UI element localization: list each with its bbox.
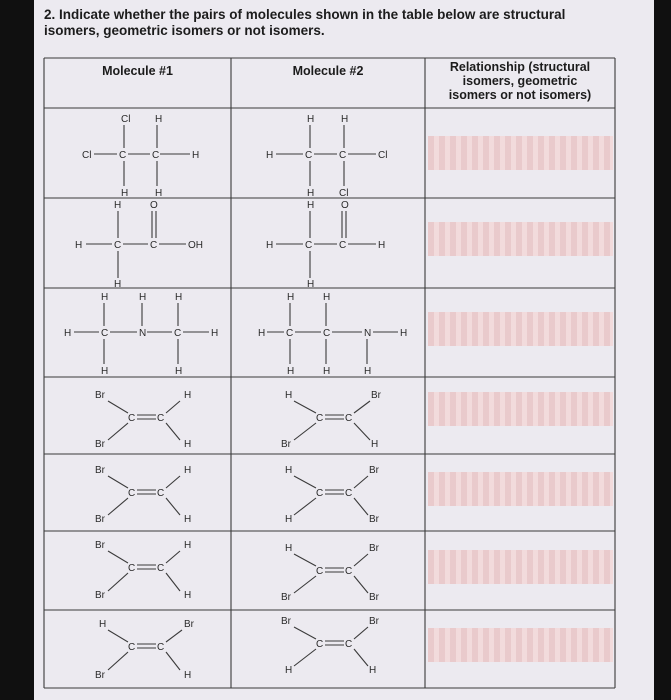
atom-label: H	[192, 150, 200, 161]
atom-label: O	[150, 200, 158, 211]
atom-label: C	[339, 150, 347, 161]
row4-molecule-1	[95, 390, 191, 450]
atom-label: H	[266, 240, 274, 251]
atom-label: H	[307, 188, 315, 199]
atom-label: H	[184, 465, 192, 476]
atom-label: Br	[369, 514, 379, 525]
atom-label: H	[184, 590, 192, 601]
atom-label: Cl	[339, 188, 349, 199]
atom-label: Br	[95, 439, 105, 450]
row5-molecule-2	[285, 465, 380, 525]
atom-label: Br	[95, 390, 105, 401]
atom-label: H	[287, 292, 295, 303]
question-line-2: isomers, geometric isomers or not isomers.	[44, 23, 325, 38]
atom-label: C	[305, 240, 313, 251]
atom-label: H	[378, 240, 386, 251]
atom-label: H	[400, 328, 408, 339]
atom-label: C	[345, 488, 353, 499]
atom-label: C	[128, 488, 136, 499]
atom-label: H	[211, 328, 219, 339]
atom-label: H	[364, 366, 372, 377]
atom-label: H	[99, 619, 107, 630]
row6-molecule-1	[95, 540, 191, 601]
atom-label: C	[316, 413, 324, 424]
atom-label: C	[119, 150, 127, 161]
atom-label: Br	[371, 390, 381, 401]
atom-label: Br	[95, 670, 105, 681]
atom-label: Br	[369, 616, 379, 627]
row5-molecule-1	[95, 465, 191, 525]
atom-label: H	[371, 439, 379, 450]
atom-label: O	[341, 200, 349, 211]
atom-label: Br	[281, 439, 291, 450]
atom-label: H	[101, 366, 109, 377]
atom-label: N	[139, 328, 147, 339]
atom-label: H	[75, 240, 83, 251]
atom-label: Br	[95, 514, 105, 525]
atom-label: Br	[95, 465, 105, 476]
row7-molecule-2	[281, 616, 380, 676]
atom-label: H	[258, 328, 266, 339]
atom-label: C	[157, 413, 165, 424]
atom-label: H	[184, 670, 192, 681]
atom-label: Br	[184, 619, 194, 630]
atom-label: H	[184, 390, 192, 401]
atom-label: Cl	[121, 114, 131, 125]
atom-label: H	[285, 514, 293, 525]
atom-label: Br	[95, 540, 105, 551]
atom-label: N	[364, 328, 372, 339]
row4-molecule-2	[281, 390, 382, 450]
atom-label: C	[345, 639, 353, 650]
atom-label: C	[345, 566, 353, 577]
atom-label: H	[175, 292, 183, 303]
atom-label: Br	[369, 465, 379, 476]
atom-label: Br	[281, 592, 291, 603]
row1-molecule-1	[82, 114, 199, 199]
atom-label: Cl	[82, 150, 92, 161]
atom-label: Br	[95, 590, 105, 601]
header-molecule-2: Molecule #2	[292, 64, 364, 78]
atom-label: Cl	[378, 150, 388, 161]
atom-label: OH	[188, 240, 203, 251]
atom-label: H	[175, 366, 183, 377]
atom-label: H	[307, 279, 315, 290]
row1-molecule-2	[266, 114, 387, 199]
atom-label: H	[287, 366, 295, 377]
atom-label: H	[266, 150, 274, 161]
atom-label: H	[121, 188, 129, 199]
atom-label: H	[155, 188, 163, 199]
atom-label: C	[323, 328, 331, 339]
question-line-1: 2. Indicate whether the pairs of molecules shown in the table below are structural	[44, 7, 566, 22]
atom-label: H	[64, 328, 72, 339]
atom-label: C	[174, 328, 182, 339]
atom-label: H	[285, 465, 293, 476]
header-relationship-line-3: isomers or not isomers)	[448, 88, 592, 102]
row2-molecule-2	[266, 200, 385, 290]
header-molecule-1: Molecule #1	[102, 64, 173, 78]
atom-label: H	[184, 540, 192, 551]
atom-label: C	[101, 328, 109, 339]
atom-label: H	[341, 114, 349, 125]
atom-label: H	[307, 114, 315, 125]
header-relationship-line-2: isomers, geometric	[462, 74, 578, 88]
atom-label: C	[157, 563, 165, 574]
atom-label: Br	[281, 616, 291, 627]
atom-label: H	[101, 292, 109, 303]
atom-label: H	[323, 292, 331, 303]
row6-molecule-2	[281, 543, 380, 603]
atom-label: C	[345, 413, 353, 424]
atom-label: Br	[369, 592, 379, 603]
row2-molecule-1	[75, 200, 203, 290]
atom-label: H	[369, 665, 377, 676]
atom-label: H	[114, 200, 122, 211]
atom-label: C	[150, 240, 158, 251]
row3-molecule-2	[258, 292, 407, 377]
atom-label: C	[128, 642, 136, 653]
atom-label: H	[139, 292, 147, 303]
atom-label: Br	[369, 543, 379, 554]
atom-label: C	[157, 642, 165, 653]
atom-label: H	[184, 514, 192, 525]
atom-label: C	[152, 150, 160, 161]
atom-label: C	[316, 488, 324, 499]
atom-label: H	[155, 114, 163, 125]
atom-label: H	[285, 665, 293, 676]
row3-molecule-1	[64, 292, 218, 377]
atom-label: C	[286, 328, 294, 339]
atom-label: H	[323, 366, 331, 377]
atom-label: C	[305, 150, 313, 161]
atom-label: C	[114, 240, 122, 251]
atom-label: C	[128, 413, 136, 424]
atom-label: H	[285, 543, 293, 554]
atom-label: H	[285, 390, 293, 401]
atom-label: C	[339, 240, 347, 251]
row7-molecule-1	[95, 619, 195, 681]
atom-label: C	[316, 639, 324, 650]
header-relationship-line-1: Relationship (structural	[449, 60, 591, 74]
atom-label: C	[316, 566, 324, 577]
atom-label: C	[128, 563, 136, 574]
atom-label: C	[157, 488, 165, 499]
atom-label: H	[114, 279, 122, 290]
atom-label: H	[307, 200, 315, 211]
atom-label: H	[184, 439, 192, 450]
